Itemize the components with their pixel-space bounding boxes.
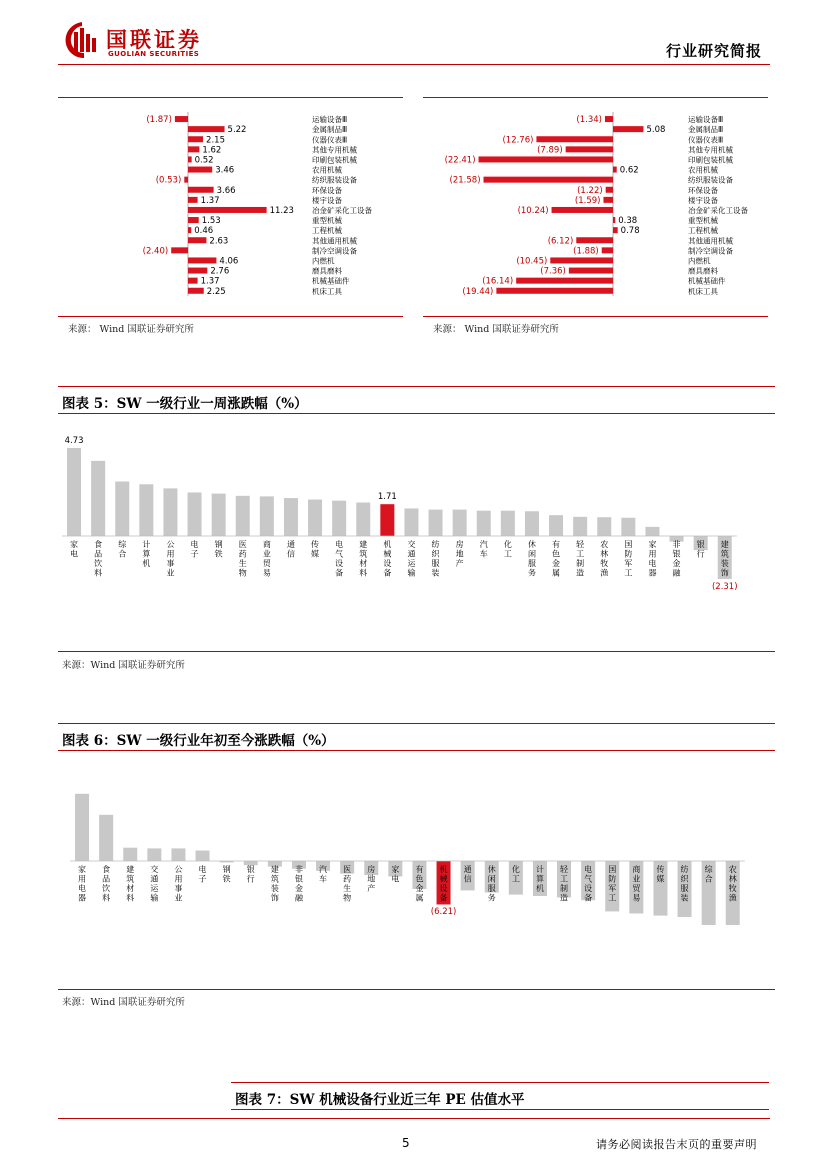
logo-text-en: GUOLIAN SECURITIES (108, 50, 200, 58)
figure6-category-label: 医药生物 (343, 865, 352, 903)
figure5-category-label: 银行 (696, 540, 705, 559)
figure5-bar (404, 508, 418, 536)
top-left-category-label: 其他通用机械 (312, 236, 357, 246)
top-left-rule (58, 97, 403, 98)
top-right-value-label: (1.22) (577, 185, 603, 196)
figure6-category-label: 家电 (391, 865, 400, 884)
top-right-bar (605, 116, 613, 122)
figure5-bar (597, 517, 611, 536)
top-left-value-label: 11.23 (269, 205, 294, 216)
top-left-value-label: 2.25 (206, 286, 226, 297)
figure5-category-label: 非银金融 (672, 540, 681, 578)
top-right-bar (606, 187, 613, 193)
top-left-bar (188, 257, 216, 263)
figure5-category-label: 综合 (118, 540, 127, 559)
figure5-bar (163, 488, 177, 536)
top-right-source: 来源： Wind 国联证券研究所 (433, 324, 559, 335)
top-right-bar (484, 177, 613, 183)
top-right-value-label: (1.34) (576, 115, 602, 126)
doc-type-title: 行业研究简报 (666, 42, 763, 60)
figure6-category-label: 电气设备 (584, 865, 593, 903)
top-right-bar (569, 268, 613, 274)
top-right-category-label: 纺织服装设备 (688, 175, 733, 185)
figure6-category-label: 轻工制造 (560, 865, 569, 903)
top-left-source: 来源： Wind 国联证券研究所 (68, 324, 194, 335)
figure5-bar (356, 503, 370, 536)
figure6-category-label: 食品饮料 (102, 865, 111, 903)
figure5-category-label: 化工 (503, 540, 512, 559)
top-right-value-label: (22.41) (444, 155, 476, 166)
top-left-category-label: 机械基础件 (312, 276, 350, 286)
figure6-category-label: 化工 (511, 865, 520, 884)
figure6-caption (58, 723, 775, 751)
top-left-value-label: (2.40) (142, 246, 169, 257)
figure6-data-label: (6.21) (430, 907, 457, 917)
top-left-bar (188, 207, 267, 213)
figure5-category-label: 机械设备 (383, 540, 392, 578)
top-right-category-label: 磨具磨料 (688, 266, 718, 276)
figure6-bar (147, 848, 161, 861)
figure6-title: 图表 6：SW 一级行业年初至今涨跌幅（%） (62, 733, 335, 749)
figure6-category-label: 钢铁 (222, 865, 231, 884)
top-left-bar (188, 288, 204, 294)
figure5-category-label: 传媒 (311, 540, 320, 559)
figure6-category-label: 非银金融 (294, 865, 303, 903)
figure5-source: 来源：Wind 国联证券研究所 (62, 660, 185, 671)
figure5-bar (380, 504, 394, 536)
figure6-category-label: 有色金属 (415, 865, 424, 903)
page-header (0, 0, 827, 70)
figure7-caption (231, 1082, 769, 1110)
top-left-category-label: 冶金矿采化工设备 (312, 205, 372, 215)
top-left-chart (58, 110, 408, 300)
figure6-category-label: 休闲服务 (487, 865, 496, 903)
figure5-category-label: 轻工制造 (576, 540, 585, 578)
figure5-title: 图表 5：SW 一级行业一周涨跌幅（%） (62, 396, 308, 412)
figure5-category-label: 建筑材料 (359, 540, 368, 578)
top-right-value-label: 0.62 (619, 165, 639, 176)
top-left-category-label: 磨具磨料 (312, 266, 342, 276)
figure5-category-label: 公用事业 (166, 540, 175, 578)
top-left-bar (188, 197, 198, 203)
figure5-bar (188, 492, 202, 536)
top-left-value-label: 1.37 (200, 195, 220, 206)
figure6-bar (99, 815, 113, 861)
figure5-category-label: 建筑装饰 (720, 540, 729, 578)
top-right-category-label: 农用机械 (688, 165, 718, 175)
top-left-bar (188, 217, 199, 223)
figure5-category-label: 家用电器 (648, 540, 657, 578)
figure5-category-label: 房地产 (455, 540, 464, 568)
top-left-category-label: 环保设备 (312, 185, 342, 195)
top-left-bar (188, 167, 212, 173)
top-left-bar (184, 177, 188, 183)
top-right-value-label: (10.45) (516, 256, 548, 267)
figure6-source: 来源：Wind 国联证券研究所 (62, 997, 185, 1008)
figure5-bar (139, 484, 153, 536)
top-right-category-label: 仪器仪表Ⅲ (688, 135, 724, 145)
guolian-logo-icon (60, 20, 104, 60)
top-right-value-label: 5.08 (646, 125, 666, 136)
figure6-category-label: 建筑材料 (126, 865, 135, 903)
figure6-category-label: 交通运输 (150, 865, 159, 903)
top-right-bar (576, 237, 613, 243)
top-left-bar (188, 136, 203, 142)
top-left-bar (188, 126, 225, 132)
figure5-bar (284, 498, 298, 536)
figure6-source-rule (58, 989, 775, 990)
figure5-bar (236, 496, 250, 536)
top-left-value-label: 0.52 (194, 155, 214, 166)
figure5-bar (308, 500, 322, 536)
figure6-category-label: 国防军工 (608, 865, 617, 903)
figure5-bar (573, 517, 587, 536)
top-left-value-label: (0.53) (155, 175, 182, 186)
figure5-category-label: 通信 (286, 540, 295, 559)
figure5-bar (525, 511, 539, 536)
top-left-value-label: 1.37 (200, 276, 220, 287)
figure5-category-label: 汽车 (479, 540, 488, 559)
top-right-bar (516, 278, 613, 284)
top-right-bar (479, 156, 613, 162)
figure5-bar (260, 496, 274, 536)
top-left-value-label: 0.46 (194, 226, 214, 237)
top-left-bar (188, 237, 206, 243)
figure6-category-label: 电子 (198, 865, 207, 884)
top-right-category-label: 机械基础件 (688, 276, 726, 286)
figure6-bar (171, 848, 185, 861)
page-number: 5 (402, 1136, 410, 1150)
top-left-category-label: 仪器仪表Ⅲ (312, 135, 348, 145)
figure5-bar (67, 448, 81, 536)
top-left-value-label: 3.66 (216, 185, 236, 196)
top-right-value-label: (7.89) (537, 145, 563, 156)
figure6-category-label: 计算机 (535, 865, 544, 893)
figure5-bar (212, 494, 226, 536)
top-left-source-rule (58, 316, 403, 317)
top-right-value-label: 0.38 (618, 216, 638, 227)
figure5-bar (549, 515, 563, 536)
figure5-bar (91, 461, 105, 536)
figure6-category-label: 建筑装饰 (270, 865, 279, 903)
top-left-category-label: 印刷包装机械 (312, 155, 357, 165)
top-left-value-label: 1.62 (202, 145, 222, 156)
top-left-bar (188, 278, 198, 284)
top-left-category-label: 运输设备Ⅲ (312, 115, 348, 125)
figure5-data-label: 4.73 (64, 436, 84, 447)
top-right-bar (603, 197, 613, 203)
figure5-category-label: 休闲服务 (527, 540, 536, 578)
top-right-category-label: 重型机械 (688, 216, 718, 226)
top-right-category-label: 机床工具 (688, 286, 718, 296)
top-right-bar (602, 247, 613, 253)
figure6-category-label: 农林牧渔 (728, 865, 737, 903)
figure5-category-label: 医药生物 (238, 540, 247, 578)
figure5-category-label: 农林牧渔 (600, 540, 609, 578)
top-left-value-label: 3.46 (215, 165, 235, 176)
top-left-value-label: 2.63 (209, 236, 229, 247)
top-left-bar (188, 187, 214, 193)
figure5-category-label: 食品饮料 (94, 540, 103, 578)
top-right-category-label: 内燃机 (688, 256, 711, 266)
figure6-category-label: 商业贸易 (632, 865, 641, 903)
top-left-bar (188, 268, 207, 274)
figure6-bar (123, 848, 137, 861)
figure6-category-label: 纺织服装 (680, 865, 689, 903)
top-right-value-label: 0.78 (620, 226, 640, 237)
top-right-category-label: 工程机械 (688, 226, 718, 236)
top-right-bar (550, 257, 613, 263)
figure6-category-label: 机械设备 (439, 865, 448, 903)
figure6-category-label: 家用电器 (78, 865, 87, 903)
figure6-category-label: 通信 (463, 865, 472, 884)
figure6-bar (196, 851, 210, 862)
top-left-category-label: 纺织服装设备 (312, 175, 357, 185)
top-right-category-label: 金属制品Ⅲ (688, 125, 724, 135)
figure7-title: 图表 7：SW 机械设备行业近三年 PE 估值水平 (235, 1092, 525, 1108)
figure5-category-label: 家电 (70, 540, 79, 559)
top-right-value-label: (19.44) (462, 286, 494, 297)
top-left-category-label: 其他专用机械 (312, 145, 357, 155)
top-left-bar (188, 146, 199, 152)
top-left-value-label: 5.22 (227, 125, 247, 136)
top-right-category-label: 其他通用机械 (688, 236, 733, 246)
top-left-value-label: 1.53 (201, 216, 221, 227)
top-right-value-label: (7.36) (540, 266, 566, 277)
top-right-value-label: (1.88) (573, 246, 599, 257)
top-left-value-label: (1.87) (146, 115, 172, 126)
figure5-category-label: 国防军工 (624, 540, 633, 578)
figure5-category-label: 有色金属 (552, 540, 561, 578)
figure5-data-label: 1.71 (377, 492, 397, 503)
figure6-bar (75, 794, 89, 861)
figure5-category-label: 商业贸易 (262, 540, 271, 578)
top-left-category-label: 农用机械 (312, 165, 342, 175)
figure5-data-label: (2.31) (711, 582, 738, 592)
top-left-value-label: 2.76 (210, 266, 230, 277)
top-right-category-label: 运输设备Ⅲ (688, 115, 724, 125)
figure5-bar (115, 482, 129, 536)
figure6-category-label: 汽车 (319, 865, 328, 884)
top-left-category-label: 内燃机 (312, 256, 335, 266)
figure5-bar (645, 527, 659, 536)
footer-rule (58, 1118, 770, 1119)
top-left-value-label: 4.06 (219, 256, 239, 267)
top-right-category-label: 印刷包装机械 (688, 155, 733, 165)
figure5-category-label: 计算机 (142, 540, 151, 568)
figure5-category-label: 交通运输 (407, 540, 416, 578)
top-right-bar (566, 146, 613, 152)
top-left-bar (175, 116, 188, 122)
top-right-value-label: (6.12) (547, 236, 574, 247)
top-left-category-label: 楼宇设备 (312, 195, 342, 205)
top-right-value-label: (16.14) (482, 276, 514, 287)
figure5-source-rule (58, 651, 775, 652)
top-right-bar (613, 217, 615, 223)
top-left-bar (188, 227, 191, 233)
figure5-bar (429, 510, 443, 536)
figure5-bar (501, 511, 515, 536)
top-left-bar (171, 247, 188, 253)
top-right-source-rule (423, 316, 768, 317)
figure5-bar (453, 510, 467, 536)
top-left-category-label: 工程机械 (312, 226, 342, 236)
top-left-value-label: 2.15 (206, 135, 225, 146)
top-right-value-label: (10.24) (517, 205, 549, 216)
figure6-chart (58, 775, 775, 925)
figure5-caption (58, 386, 775, 414)
top-right-category-label: 制冷空调设备 (688, 246, 733, 256)
top-left-category-label: 制冷空调设备 (312, 246, 357, 256)
top-right-category-label: 环保设备 (688, 185, 718, 195)
logo-text-cn: 国联证券 (106, 28, 202, 52)
top-right-value-label: (21.58) (449, 175, 481, 186)
top-right-category-label: 楼宇设备 (688, 195, 718, 205)
figure5-category-label: 电子 (190, 540, 199, 559)
top-right-bar (536, 136, 613, 142)
top-right-rule (423, 97, 768, 98)
top-left-bar (188, 156, 192, 162)
top-right-value-label: (1.59) (574, 195, 601, 206)
figure5-bar (621, 518, 635, 536)
top-right-bar (613, 126, 643, 132)
top-right-bar (496, 288, 613, 294)
figure5-category-label: 纺织服装 (431, 540, 440, 578)
figure5-bar (332, 501, 346, 536)
top-right-category-label: 其他专用机械 (688, 145, 733, 155)
disclaimer-note: 请务必阅读报告末页的重要声明 (596, 1138, 757, 1151)
top-right-bar (613, 167, 617, 173)
figure6-category-label: 房地产 (367, 865, 376, 893)
top-right-chart (423, 110, 768, 300)
top-right-bar (613, 227, 618, 233)
figure5-category-label: 钢铁 (214, 540, 223, 559)
figure6-category-label: 银行 (246, 865, 255, 884)
figure6-category-label: 公用事业 (174, 865, 183, 903)
figure6-category-label: 综合 (704, 865, 713, 884)
top-left-category-label: 机床工具 (312, 286, 342, 296)
top-left-category-label: 重型机械 (312, 216, 342, 226)
top-right-value-label: (12.76) (502, 135, 534, 146)
figure5-bar (477, 511, 491, 536)
top-right-bar (552, 207, 613, 213)
figure6-category-label: 传媒 (656, 865, 665, 884)
top-left-category-label: 金属制品Ⅲ (312, 125, 348, 135)
top-right-category-label: 冶金矿采化工设备 (688, 205, 748, 215)
header-rule (58, 64, 770, 65)
figure5-category-label: 电气设备 (335, 540, 344, 578)
figure5-chart (58, 428, 775, 598)
